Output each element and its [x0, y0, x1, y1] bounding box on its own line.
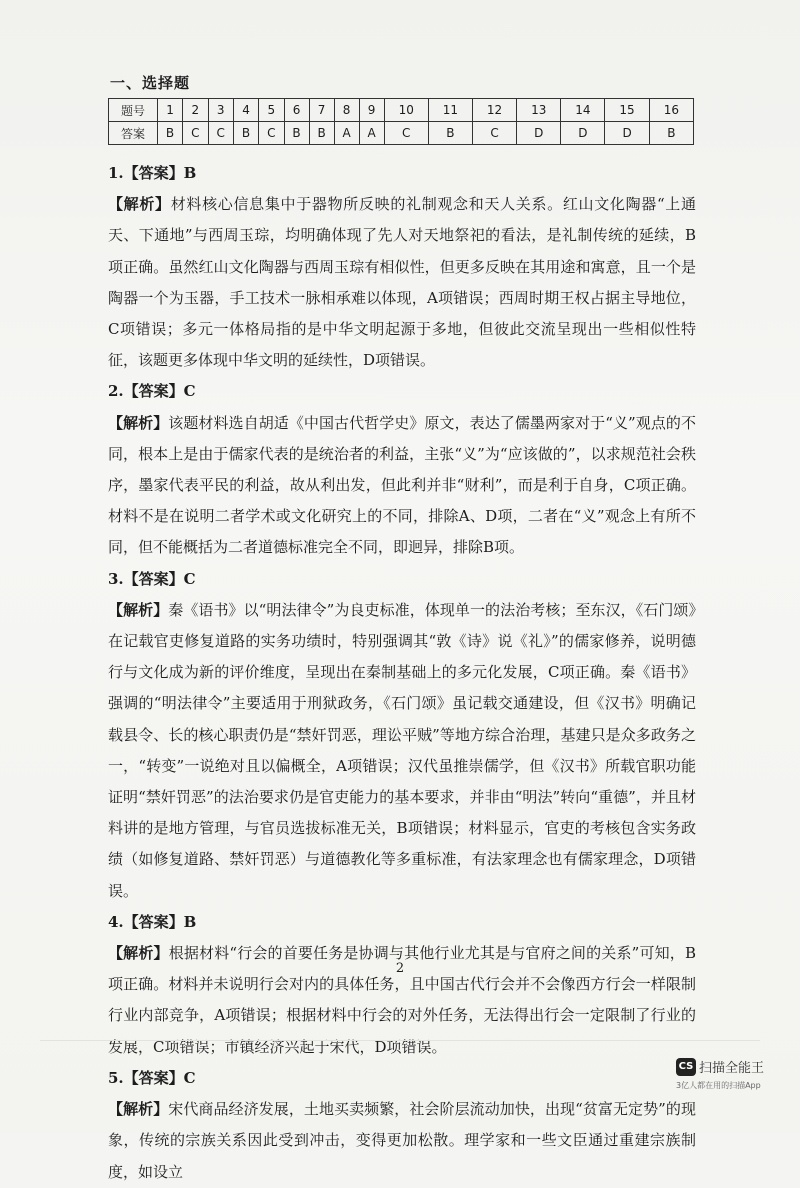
question-number-cell: 6 [284, 99, 309, 122]
question-2-explanation [108, 408, 696, 564]
question-number-cell: 12 [472, 99, 516, 122]
question-4-explanation [108, 938, 696, 1063]
answer-table [108, 98, 694, 145]
explanations [108, 158, 696, 1188]
question-number-cell: 2 [183, 99, 208, 122]
explanation-tag: 【解析】 [108, 944, 169, 963]
camscanner-logo-icon: CS [676, 1058, 696, 1076]
answer-table-answer-row [109, 122, 694, 145]
row-label-answer: 答案 [109, 122, 158, 145]
answer-cell: D [605, 122, 649, 145]
answer-cell: B [158, 122, 183, 145]
question-number-cell: 14 [561, 99, 605, 122]
question-5-answer-heading: 5.【答案】C [108, 1068, 196, 1087]
explanation-text: 该题材料选自胡适《中国古代哲学史》原文，表达了儒墨两家对于“义”观点的不同，根本上是由于儒家代表的是统治者的利益，主张“义”为“应该做的”，以求规范社会秩序，墨家代表平民的利益，故从利出发，但此利并非“财利”，而是利于自身，C项正确。材料不是在说明二者学术或文化研究上的不同，排除A、D项，二者在“义”观念上有所不同，但不能概括为二者道德标准完全不同，即迥异，排除B项。 [108, 413, 696, 557]
question-number-cell: 1 [158, 99, 183, 122]
answer-cell: B [428, 122, 472, 145]
page-number: 2 [395, 961, 405, 976]
explanation-tag: 【解析】 [108, 195, 171, 214]
question-number-cell: 11 [428, 99, 472, 122]
row-label-number: 题号 [109, 99, 158, 122]
question-number-cell: 8 [334, 99, 359, 122]
answer-cell: B [649, 122, 693, 145]
answer-cell: B [233, 122, 258, 145]
explanation-text: 根据材料“行会的首要任务是协调与其他行业尤其是与官府之间的关系”可知，B项正确。材料并未说明行会对内的具体任务，且中国古代行会并不会像西方行会一样限制行业内部竞争，A项错误；根据材料中行会的对外任务，无法得出行会一定限制了行业的发展，C项错误；市镇经济兴起于宋代，D项错误。 [108, 944, 696, 1056]
question-number-cell: 16 [649, 99, 693, 122]
answer-cell: A [334, 122, 359, 145]
question-number-cell: 5 [259, 99, 284, 122]
scanner-tagline: 3亿人都在用的扫描App [676, 1081, 761, 1090]
answer-table-number-row [109, 99, 694, 122]
question-number-cell: 10 [384, 99, 428, 122]
answer-cell: B [309, 122, 334, 145]
explanation-tag: 【解析】 [108, 413, 169, 432]
answer-cell: D [517, 122, 561, 145]
question-2-answer-heading: 2.【答案】C [108, 382, 196, 401]
question-3-answer-heading: 3.【答案】C [108, 569, 196, 588]
answer-cell: D [561, 122, 605, 145]
explanation-tag: 【解析】 [108, 1100, 169, 1119]
answer-cell: C [259, 122, 284, 145]
explanation-tag: 【解析】 [108, 600, 169, 619]
answer-cell: C [183, 122, 208, 145]
footer-divider [40, 1040, 760, 1041]
scanner-watermark [676, 1056, 786, 1091]
question-number-cell: 9 [359, 99, 384, 122]
answer-cell: C [208, 122, 233, 145]
scanner-app-name: 扫描全能王 [699, 1061, 765, 1076]
explanation-text: 秦《语书》以“明法律令”为良吏标准，体现单一的法治考核；至东汉，《石门颂》在记载官吏修复道路的实务功绩时，特别强调其“敦《诗》说《礼》”的儒家修养，说明德行与文化成为新的评价维度，呈现出在秦制基础上的多元化发展，C项正确。秦《语书》强调的“明法律令”主要适用于刑狱政务，《石门颂》虽记载交通建设，但《汉书》明确记载县令、长的核心职责仍是“禁奸罚恶，理讼平贼”等地方综合治理，基建只是众多政务之一，“转变”一说绝对且以偏概全，A项错误；汉代虽推崇儒学，但《汉书》所载官职功能证明“禁奸罚恶”的法治要求仍是官吏能力的基本要求，并非由“明法”转向“重德”，并且材料讲的是地方管理，与官员选拔标准无关，B项错误；材料显示，官吏的考核包含实务政绩（如修复道路、禁奸罚恶）与道德教化等多重标准，有法家理念也有儒家理念，D项错误。 [108, 600, 696, 900]
explanation-text: 宋代商品经济发展，土地买卖频繁，社会阶层流动加快，出现“贫富无定势”的现象，传统的宗族关系因此受到冲击，变得更加松散。理学家和一些文臣通过重建宗族制度，如设立 [108, 1100, 696, 1181]
question-4-answer-heading: 4.【答案】B [108, 912, 197, 931]
question-number-cell: 7 [309, 99, 334, 122]
question-5-explanation [108, 1094, 696, 1188]
explanation-text: 材料核心信息集中于器物所反映的礼制观念和天人关系。红山文化陶器“上通天、下通地”与西周玉琮，均明确体现了先人对天地祭祀的看法，是礼制传统的延续，B项正确。虽然红山文化陶器与西周玉琮有相似性，但更多反映在其用途和寓意，且一个是陶器一个为玉器，手工技术一脉相承难以体现，A项错误；西周时期王权占据主导地位，C项错误；多元一体格局指的是中华文明起源于多地，但彼此交流呈现出一些相似性特征，该题更多体现中华文明的延续性，D项错误。 [108, 195, 696, 370]
question-number-cell: 3 [208, 99, 233, 122]
answer-cell: C [472, 122, 516, 145]
question-1-explanation [108, 189, 696, 376]
question-number-cell: 13 [517, 99, 561, 122]
section-title: 一、选择题 [110, 74, 191, 92]
question-1-answer-heading: 1.【答案】B [108, 164, 197, 182]
question-3-explanation [108, 595, 696, 907]
question-number-cell: 15 [605, 99, 649, 122]
answer-cell: A [359, 122, 384, 145]
answer-cell: B [284, 122, 309, 145]
question-number-cell: 4 [233, 99, 258, 122]
answer-cell: C [384, 122, 428, 145]
